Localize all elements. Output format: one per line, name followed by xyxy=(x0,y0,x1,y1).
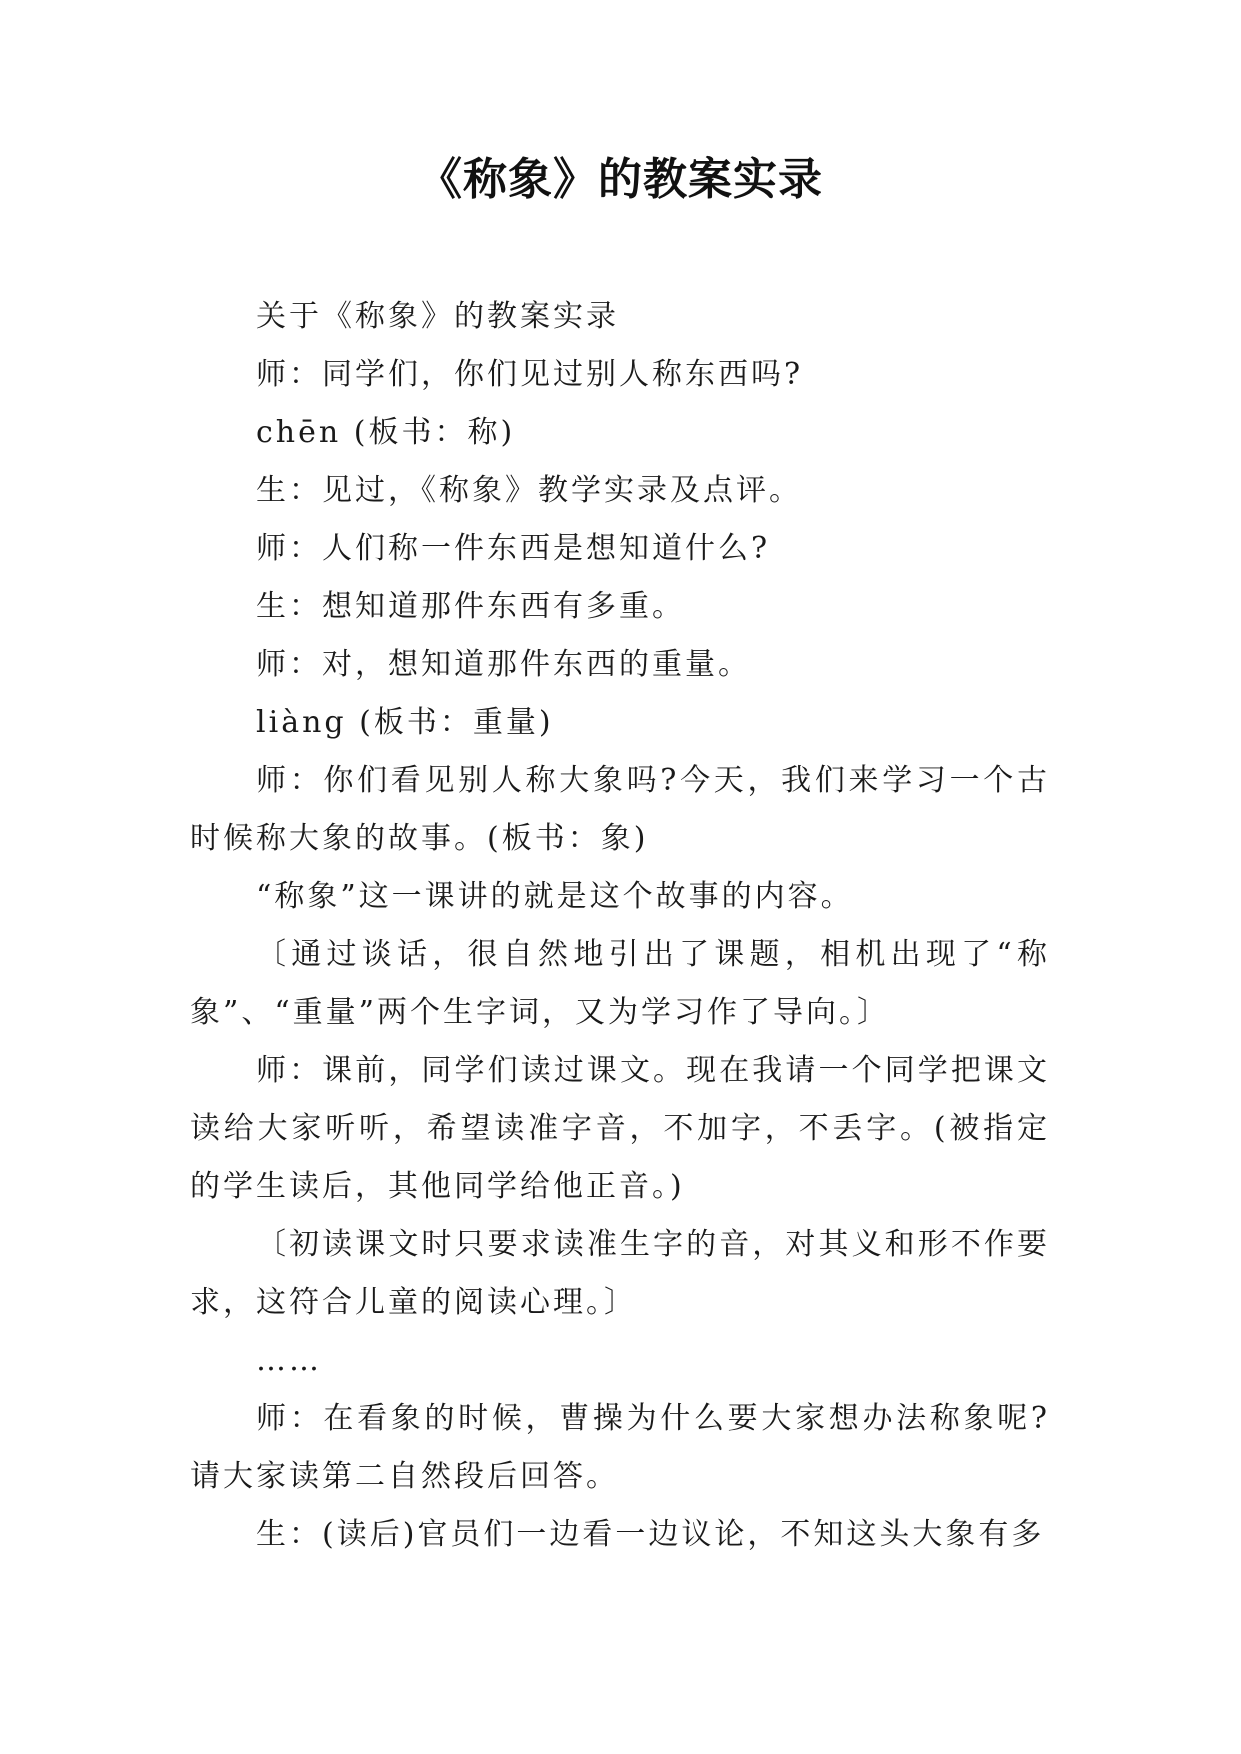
paragraph: 〔通过谈话，很自然地引出了课题，相机出现了“称象”、“重量”两个生字词，又为学习作了导向。〕 xyxy=(190,937,1050,1030)
paragraph: 关于《称象》的教案实录 xyxy=(256,299,619,334)
paragraph: 师：对，想知道那件东西的重量。 xyxy=(256,647,751,682)
paragraph: chēn (板书：称) xyxy=(256,415,516,450)
paragraph: 生：见过，《称象》教学实录及点评。 xyxy=(256,473,802,508)
paragraph: 生：想知道那件东西有多重。 xyxy=(256,589,685,624)
paragraph: 师：同学们，你们见过别人称东西吗? xyxy=(256,357,804,392)
paragraph: “称象”这一课讲的就是这个故事的内容。 xyxy=(256,879,854,914)
document-title: 《称象》的教案实录 xyxy=(418,154,823,205)
paragraph: 师：在看象的时候，曹操为什么要大家想办法称象呢?请大家读第二自然段后回答。 xyxy=(190,1401,1050,1494)
paragraph: 师：课前，同学们读过课文。现在我请一个同学把课文读给大家听听，希望读准字音，不加字，不丢字。(被指定的学生读后，其他同学给他正音。) xyxy=(190,1053,1050,1204)
paragraph: 生：(读后)官员们一边看一边议论，不知这头大象有多 xyxy=(256,1517,1045,1552)
document-body xyxy=(190,288,1050,1564)
paragraph: liàng (板书：重量) xyxy=(256,705,554,740)
paragraph: 〔初读课文时只要求读准生字的音，对其义和形不作要求，这符合儿童的阅读心理。〕 xyxy=(190,1227,1050,1320)
paragraph: …… xyxy=(256,1343,322,1378)
paragraph: 师：你们看见别人称大象吗?今天，我们来学习一个古时候称大象的故事。(板书：象) xyxy=(190,763,1050,856)
paragraph: 师：人们称一件东西是想知道什么? xyxy=(256,531,771,566)
